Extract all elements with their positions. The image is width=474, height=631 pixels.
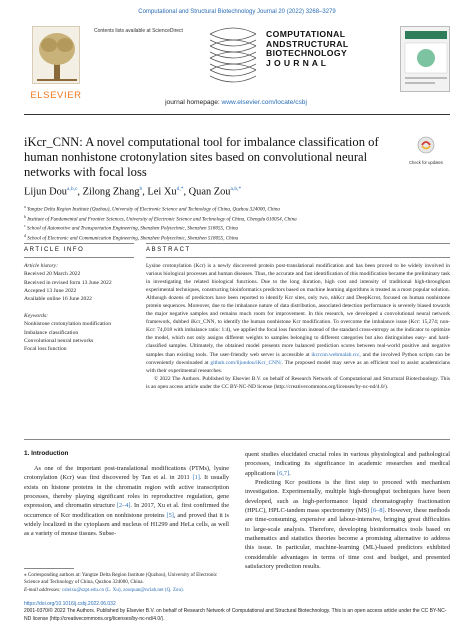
- footnote: [24, 572, 234, 594]
- history-item: Available online 16 June 2022: [24, 296, 92, 303]
- divider: [146, 243, 450, 244]
- citation-link[interactable]: [6–8]: [370, 507, 385, 515]
- author-name[interactable]: Lei Xu: [147, 186, 177, 198]
- journal-homepage: [94, 99, 378, 106]
- paragraph-text: Predicting Kcr positions is the first step to proceed with mechanism investigation. Experimentally, multiple high-throughput techniques have been developed, such as high-performance liquid chromatography fractionation (HPLC), HPLC-tandem mass spectrometry (MS): [245, 479, 450, 515]
- footnote-rule: [24, 568, 74, 569]
- affiliation-text: School of Electronic and Communication Engineering, Shenzhen Polytechnic, Shenzhen 518055, China: [27, 235, 239, 242]
- citation-link[interactable]: [2–4]: [116, 502, 131, 510]
- author-name[interactable]: Quan Zou: [188, 186, 231, 198]
- paragraph-text: . However, these methods are time-consuming, expensive and labour-intensive, bringing great difficulties to large-scale analysis. Therefore, developing bioinformatics tools based on mathematics and statistics theories become a promising alternative to address this issue. In particular, machine-learning (ML)-based predictors exhibited considerable advantages in terms of time cost and budget, and presented satisfactory prediction results.: [245, 507, 450, 571]
- article-history: [24, 262, 134, 303]
- contents-note: Contents lists available at ScienceDirect: [94, 28, 183, 34]
- affiliation-item: [24, 224, 450, 234]
- paragraph-text: .: [289, 469, 291, 477]
- author-name[interactable]: Lijun Dou: [24, 186, 68, 198]
- journal-title-line: BIOTECHNOLOGY: [266, 48, 348, 59]
- check-updates-icon: [417, 136, 435, 154]
- divider: [24, 257, 134, 258]
- journal-title-line: J O U R N A L: [266, 57, 327, 68]
- keyword-item: Convolutional neural networks: [24, 337, 94, 344]
- affiliation-marker: c: [24, 224, 26, 229]
- affiliation-text: Institute of Fundamental and Frontier Sciences, University of Electronic Science and Technology of China, Chengdu 610054, China: [27, 216, 297, 223]
- divider: [146, 257, 450, 258]
- masthead: [24, 24, 450, 110]
- section-heading: 1. Introduction: [24, 450, 69, 457]
- divider: [24, 439, 450, 440]
- citation-link[interactable]: [1]: [192, 474, 200, 482]
- affiliation-marker: b: [24, 214, 26, 219]
- intro-right-column: [245, 450, 450, 571]
- abstract-text: Lysine crotonylation (Kcr) is a newly discovered protein post-translational modification and has been proved to be widely involved in various biological processes and human diseases. Thus, the accurate and fast identification of this modification became the preliminary task in investigating the related biological functions. Due to the long duration, high cost and intensity of traditional high-throughput experimental techniques, constructing bioinformatics predictors based on machine learning algorithms is treated as a most popular solution. Although dozens of predictors have been reported to identify Kcr sites, only two, nhKcr and DeepKcrot, focused on human nonhistone protein sequences. Moreover, due to the imbalance nature of data distribution, associated detection performance is severely biased towards the major negative samples and remains much room for improvement. In this research, we developed a convolutional neural network framework, dubbed iKcr_CNN, to identify the human nonhistone Kcr modification. To overcome the imbalance issue (Kcr: 15,274; non-Kcr: 74,018 with imbalance ratio: 1:4), we applied the focal loss function instead of the standard cross-entropy as the indicator to optimize the model, which not only assigns different weights to samples belonging to different categories but also distinguishes easy- and hard-classified samples. Ultimately, the obtained model presents more balanced prediction scores between real-world positive and negative samples than existing tools. The user-friendly web server is accessible at: [146, 263, 451, 358]
- github-link[interactable]: github.com/lijundou/iKcr_CNN/: [210, 359, 282, 366]
- affiliation-item: [24, 215, 450, 225]
- email-line: [24, 587, 234, 594]
- paragraph-text: As one of the important post-translational modifications (PTMs), lysine crotonylation (Kcr) was first discovered by Tan et al. in 2011: [24, 465, 229, 482]
- email-label: E-mail addresses:: [24, 586, 63, 593]
- keyword-item: Imbalance classification: [24, 329, 79, 336]
- author-affiliation-marker: a,b,*: [230, 186, 242, 192]
- doi-link[interactable]: https://doi.org/10.1016/j.csbj.2022.06.032: [24, 601, 116, 607]
- history-item: Received in revised form 13 June 2022: [24, 279, 112, 286]
- journal-emblem-icon: [206, 26, 260, 88]
- check-updates-label: Check for updates: [409, 160, 443, 165]
- abstract-copyright: © 2022 The Authors. Published by Elsevier B.V. on behalf of Research Network of Computational and Structural Biotechnology. This is an open access article under the CC BY-NC-ND license (http://creativecommons.org/licenses/by-nc-nd/4.0/).: [146, 375, 450, 390]
- abstract-text: . The proposed model may serve as an efficient tool to assist academicians with their experimental researches.: [146, 359, 450, 374]
- divider: [24, 243, 134, 244]
- header-rule: [24, 114, 450, 115]
- article-title: iKcr_CNN: A novel computational tool for imbalance classification of human nonhistone crotonylation sites based on convolutional neural networks with focal loss: [24, 135, 379, 180]
- web-server-link[interactable]: ikcrcnn.webmalab.cn/: [311, 351, 360, 358]
- citation-link[interactable]: [6,7]: [277, 469, 290, 477]
- affiliation-item: [24, 205, 450, 215]
- author-name[interactable]: Zilong Zhang: [82, 186, 140, 198]
- author-affiliation-marker: a,b,c: [67, 186, 78, 192]
- history-item: Accepted 13 June 2022: [24, 287, 77, 294]
- abstract-text: , and the involved Python scripts can be conveniently downloaded at: [146, 351, 450, 366]
- author-list: Lijun Dou$^{a,b,c}$, Zilong Zhang$^b$, Lei $Xu^{d,*}$, Quan Zou$^{a,b,*}$: [24, 186, 242, 198]
- author-affiliation-marker: d,*: [176, 186, 184, 192]
- license-text: 2001-0370/© 2022 The Authors. Published by Elsevier B.V. on behalf of Research Network of Computational and Structural Biotechnology. This is an open access article under the CC BY-NC-ND license (http://creativecommons.org/licenses/by-nc-nd/4.0/).: [24, 608, 447, 622]
- affiliation-text: Yangtze Delta Region Institute (Quzhou), University of Electronic Science and Technology of China, Quzhou 324000, China: [26, 206, 280, 213]
- keyword-item: Nonhistone crotonylation modification: [24, 321, 111, 328]
- journal-banner: [94, 24, 378, 102]
- journal-title-line: COMPUTATIONAL: [266, 29, 346, 39]
- affiliation-item: [24, 234, 450, 244]
- keyword-list: [24, 312, 134, 353]
- journal-cover-thumbnail[interactable]: [400, 26, 450, 92]
- elsevier-logo[interactable]: [24, 24, 88, 104]
- paragraph: [245, 478, 450, 571]
- journal-title-line: ANDSTRUCTURAL: [266, 38, 349, 49]
- check-for-updates-button[interactable]: [404, 136, 448, 166]
- elsevier-tree-icon: [32, 26, 80, 84]
- citation-link[interactable]: [5]: [166, 511, 174, 519]
- intro-left-column: [24, 464, 229, 539]
- paragraph-text: . In 2017, Xu et al. first confirmed the occurrence of Kcr modification on nonhistone proteins: [24, 502, 230, 519]
- paragraph-text: , and proved that it is widely localized in the cytoplasm and nucleus of H1299 and HeLa cells, as well as a variety of mouse tissues. Subse-: [24, 511, 229, 538]
- homepage-prefix: journal homepage:: [165, 99, 222, 106]
- article-info-heading: ARTICLE INFO: [24, 247, 85, 253]
- corresponding-note: ⁎ Corresponding authors at: Yangtze Delta Region Institute (Quzhou), University of Electronic Science and Technology of China, Quzhou 324000, China.: [24, 572, 218, 586]
- page-footer: [24, 601, 450, 623]
- abstract-heading: ABSTRACT: [146, 247, 191, 253]
- publisher-name: ELSEVIER: [30, 90, 82, 101]
- author-affiliation-marker: b: [139, 186, 143, 192]
- affiliation-marker: a: [24, 205, 26, 209]
- homepage-link[interactable]: www.elsevier.com/locate/csbj: [221, 99, 307, 106]
- history-label: Article history:: [24, 263, 59, 269]
- affiliation-text: School of Automotive and Transportation Engineering, Shenzhen Polytechnic, Shenzhen 518055, China: [26, 225, 239, 232]
- affiliation-list: [24, 205, 450, 243]
- history-item: Received 20 March 2022: [24, 271, 81, 278]
- paragraph: [24, 464, 229, 539]
- affiliation-marker: d: [24, 233, 26, 238]
- abstract-body: [146, 262, 450, 391]
- email-addresses[interactable]: csleixu@szpt.edu.cn (L. Xu), zouquan@nclab.net (Q. Zou).: [62, 586, 184, 593]
- journal-title: [266, 30, 378, 69]
- keyword-item: Focal loss function: [24, 346, 67, 353]
- paragraph: [245, 450, 450, 478]
- keywords-label: Keywords:: [24, 313, 49, 319]
- paragraph-text: quent studies elucidated crucial roles in various physiological and pathological processes, indicating its significance in academic researches and medical applications: [245, 451, 450, 477]
- paragraph-text: . It usually exists on histone proteins in the chromatin region with active transcription processes, thereby playing significant roles in reproductive regulation, gene expression, and chromatin structure: [24, 474, 229, 510]
- journal-citation[interactable]: Computational and Structural Biotechnology Journal 20 (2022) 3268–3279: [138, 9, 336, 15]
